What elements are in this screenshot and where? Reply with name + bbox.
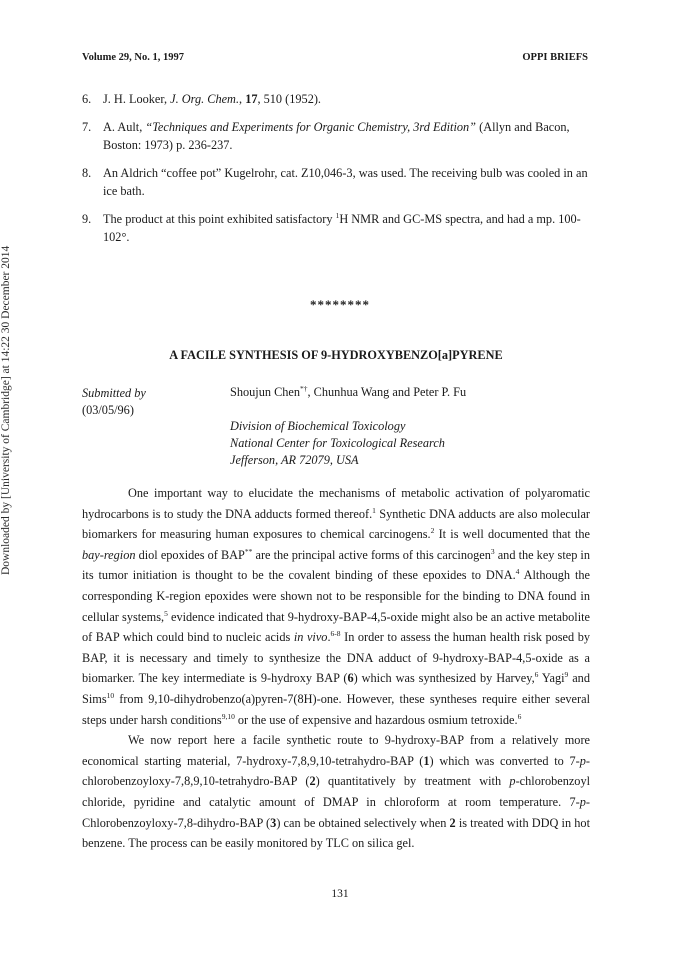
affiliation-line: National Center for Toxicological Research [230,436,445,450]
reference-item [82,210,590,246]
reference-text: The product at this point exhibited satisfactory $^1$H NMR and GC-MS spectra, and had a mp. 100-102°. [103,210,581,244]
reference-item [82,90,590,108]
reference-item [82,118,590,154]
reference-text: J. H. Looker, J. Org. Chem., 17, 510 (1952). [103,92,322,106]
article-body [82,483,590,854]
reference-list [82,90,590,256]
submitted-date: (03/05/96) [82,403,134,417]
affiliation-line: Jefferson, AR 72079, USA [230,453,359,467]
header-section: OPPI BRIEFS [522,52,588,63]
body-paragraph: We now report here a facile synthetic route to 9-hydroxy-BAP from a relatively more economical starting material, 7-hydroxy-7,8,9,10-tetrahydro-BAP (1) which was converted to 7-p-chlorobenzoyloxy-7,8,9,10-tetrahydro-BAP (2) quantitatively by treatment with p-chlorobenzoyl chloride, pyridine and catalytic amount of DMAP in chloroform at room temperature. 7-p-Chlorobenzoyloxy-7,8-dihydro-BAP (3) can be obtained selectively when 2 is treated with DDQ in hot benzene. The process can be easily monitored by TLC on silica gel. [82,733,591,851]
header-volume: Volume 29, No. 1, 1997 [82,52,184,63]
article-title: A FACILE SYNTHESIS OF 9-HYDROXYBENZO[a]PYRENE [169,348,503,362]
affiliation-block [230,418,445,469]
body-paragraph: One important way to elucidate the mechanisms of metabolic activation of polyaromatic hydrocarbons is to study the DNA adducts formed thereof.$^1$ Synthetic DNA adducts are also molecular biomarkers for measuring human exposures to chemical carcinogens.$^2$ It is well documented that the bay-region diol epoxides of BAP** are the principal active forms of this carcinogen$^3$ and the key step in its tumor initiation is thought to be the covalent binding of these epoxides to DNA.$^4$ Although the corresponding K-region epoxides were shown not to be responsible for the binding to DNA found in cellular systems,$^5$ evidence indicated that 9-hydroxy-BAP-4,5-oxide might also be an active metabolite of BAP which could bind to nucleic acids in vivo.$^{6-8}$ In order to assess the human health risk posed by BAP, it is necessary and timely to synthesize the DNA adduct of 9-hydroxy-BAP-4,5-oxide as a biomarker. The key intermediate is 9-hydroxy BAP (6) which was synthesized by Harvey,$^6$ Yagi$^9$ and Sims$^{10}$ from 9,10-dihydrobenzo(a)pyren-7(8H)-one. However, these syntheses require either several steps under harsh conditions$^{9,10}$ or the use of expensive and hazardous osmium tetroxide.$^6$ [82,486,591,727]
download-watermark: Downloaded by [University of Cambridge] at 14:22 30 December 2014 [0,245,12,575]
reference-number: 6. [82,92,92,106]
reference-item [82,164,590,200]
reference-number: 8. [82,166,92,180]
reference-number: 9. [82,212,92,226]
submission-info [82,385,146,419]
affiliation-line: Division of Biochemical Toxicology [230,419,406,433]
author-list: Shoujun Chen*†, Chunhua Wang and Peter P. Fu [230,383,467,399]
reference-text: An Aldrich “coffee pot” Kugelrohr, cat. Z10,046-3, was used. The receiving bulb was cooled in an ice bath. [103,166,588,198]
submitted-label: Submitted by [82,386,146,400]
section-separator: ******** [310,297,370,312]
reference-number: 7. [82,120,92,134]
page-number: 131 [331,888,349,900]
reference-text: A. Ault, “Techniques and Experiments for Organic Chemistry, 3rd Edition” (Allyn and Bacon, Boston: 1973) p. 236-237. [103,120,570,152]
running-header [82,52,588,63]
